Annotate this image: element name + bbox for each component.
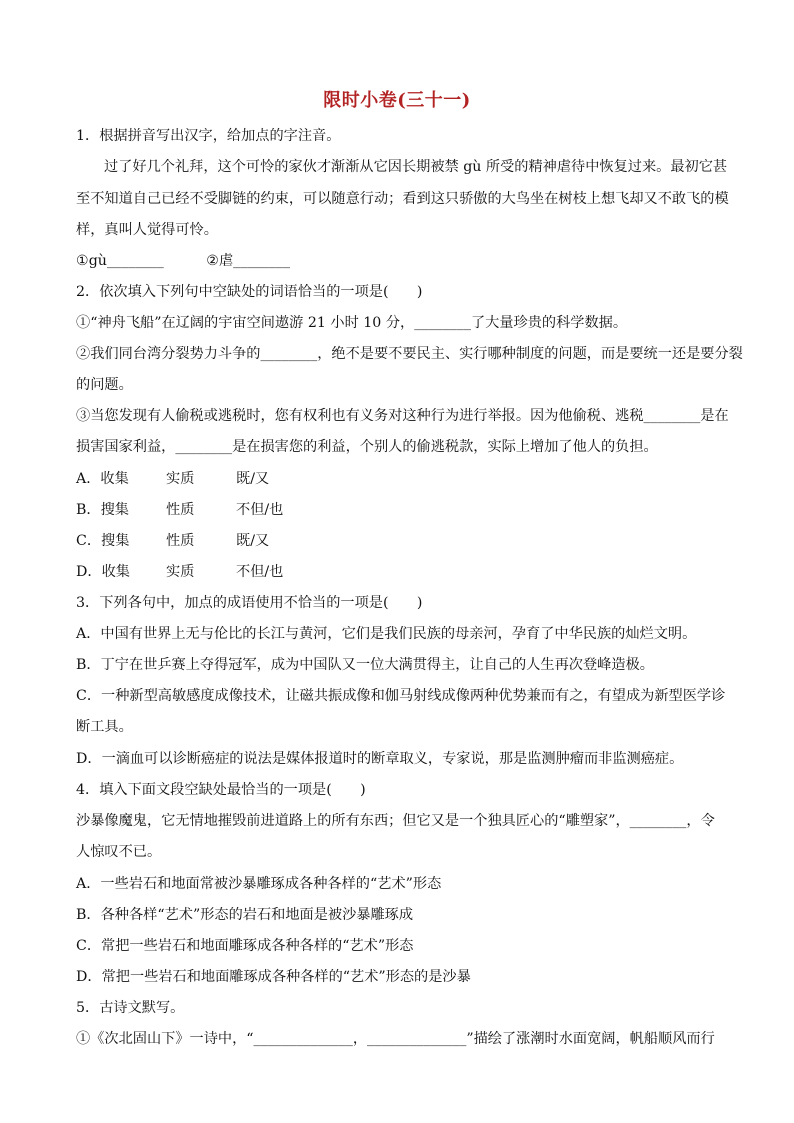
page-title: 限时小卷(三十一) (323, 90, 471, 111)
q3-stem: 3．下列各句中，加点的成语使用不恰当的一项是( ) (76, 595, 423, 611)
q3-option-c-line-1: C．一种新型高敏感度成像技术，让磁共振成像和伽马射线成像两种优势兼而有之，有望成为新型医学诊 (76, 688, 726, 704)
q4-stem: 4．填入下面文段空缺处最恰当的一项是( ) (76, 782, 366, 798)
q1-blanks: ①gù________ ②虐________ (76, 253, 290, 269)
q2-sentence-3b: 损害国家利益，________是在损害您的利益，个别人的偷逃税款，实际上增加了他人的负担。 (76, 439, 658, 455)
q2-sentence-2a: ②我们同台湾分裂势力斗争的________，绝不是要不要民主、实行哪种制度的问题，而是要统一还是要分裂 (76, 346, 743, 362)
q4-option-c: C．常把一些岩石和地面雕琢成各种各样的“艺术”形态 (76, 938, 414, 954)
q2-sentence-2b: 的问题。 (76, 377, 133, 393)
option-label: B．搜集 (76, 502, 129, 518)
q5-stem: 5．古诗文默写。 (76, 1000, 185, 1016)
q2-sentence-1: ①“神舟飞船”在辽阔的宇宙空间遨游 21 小时 10 分，________了大量珍贵的科学数据。 (76, 315, 628, 331)
option-word-2: 实质 (166, 564, 195, 580)
option-label: C．搜集 (76, 533, 130, 549)
q5-item-1: ①《次北固山下》一诗中，“______________，______________”描绘了涨潮时水面宽阔，帆船顺风而行 (76, 1031, 715, 1047)
q3-option-b: B．丁宁在世乒赛上夺得冠军，成为中国队又一位大满贯得主，让自己的人生再次登峰造极。 (76, 657, 654, 673)
q3-option-d: D．一滴血可以诊断癌症的说法是媒体报道时的断章取义，专家说，那是监测肿瘤而非监测癌症。 (76, 751, 684, 767)
option-word-3: 既/又 (236, 533, 270, 549)
q3-option-a: A．中国有世界上无与伦比的长江与黄河，它们是我们民族的母亲河，孕育了中华民族的灿烂文明。 (76, 626, 697, 642)
option-label: D．收集 (76, 564, 130, 580)
q4-option-a: A．一些岩石和地面常被沙暴雕琢成各种各样的“艺术”形态 (76, 876, 442, 892)
q1-passage-line-2: 至不知道自己已经不受脚链的约束，可以随意行动；看到这只骄傲的大鸟坐在树枝上想飞却又不敢飞的模 (76, 191, 729, 207)
option-word-3: 既/又 (236, 471, 270, 487)
q4-option-b: B．各种各样“艺术”形态的岩石和地面是被沙暴雕琢成 (76, 907, 414, 923)
q1-passage-line-1: 过了好几个礼拜，这个可怜的家伙才渐渐从它因长期被禁 gù 所受的精神虐待中恢复过来。最初它甚 (104, 159, 728, 175)
q2-sentence-3a: ③当您发现有人偷税或逃税时，您有权利也有义务对这种行为进行举报。因为他偷税、逃税________是在 (76, 408, 729, 424)
q2-stem: 2．依次填入下列句中空缺处的词语恰当的一项是( ) (76, 284, 423, 300)
q2-option (76, 531, 726, 551)
option-word-3: 不但/也 (236, 502, 284, 518)
option-word-2: 性质 (166, 502, 195, 518)
q2-option (76, 562, 726, 582)
q3-option-c-line-2: 断工具。 (76, 719, 133, 735)
q2-option (76, 469, 726, 489)
option-word-2: 实质 (166, 471, 195, 487)
q4-option-d: D．常把一些岩石和地面雕琢成各种各样的“艺术”形态的是沙暴 (76, 969, 471, 985)
q2-option (76, 500, 726, 520)
option-word-3: 不但/也 (236, 564, 284, 580)
q1-stem: 1．根据拼音写出汉字，给加点的字注音。 (76, 128, 341, 144)
option-word-2: 性质 (166, 533, 195, 549)
option-label: A．收集 (76, 471, 129, 487)
q4-passage-line-1: 沙暴像魔鬼，它无情地摧毁前进道路上的所有东西；但它又是一个独具匠心的“雕塑家”，________，令 (76, 813, 715, 829)
q4-passage-line-2: 人惊叹不已。 (76, 844, 162, 860)
q1-passage-line-3: 样，真叫人觉得可怜。 (76, 222, 218, 238)
